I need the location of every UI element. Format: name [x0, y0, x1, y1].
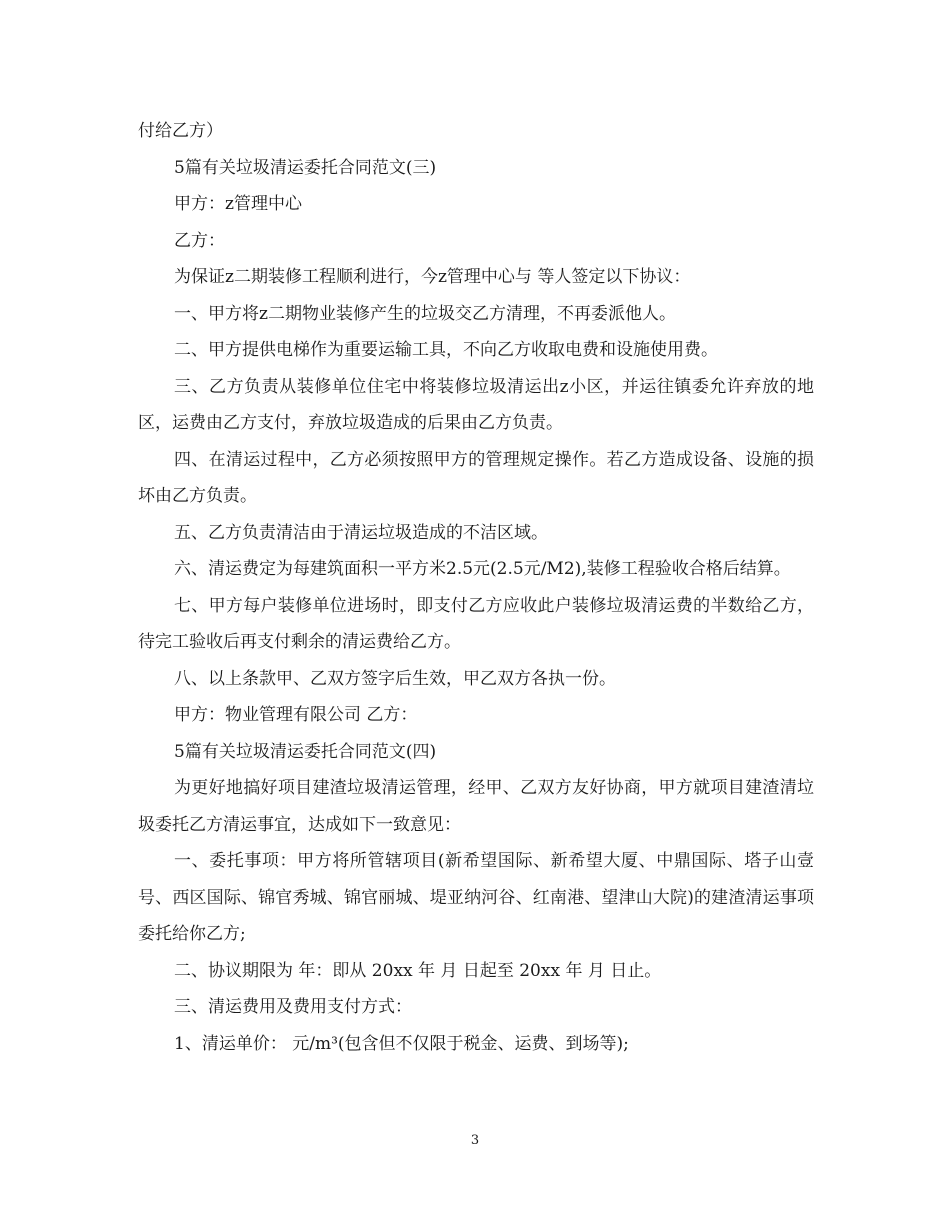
paragraph: 乙方： — [174, 230, 225, 251]
clause: 二、协议期限为 年：即从 20xx 年 月 日起至 20xx 年 月 日止。 — [174, 960, 662, 981]
section-heading: 5篇有关垃圾清运委托合同范文(三) — [174, 157, 437, 178]
clause: 1、清运单价： 元/m³(包含但不仅限于税金、运费、到场等); — [174, 1033, 629, 1054]
clause: 一、委托事项：甲方将所管辖项目(新希望国际、新希望大厦、中鼎国际、塔子山壹号、西区国际、锦官秀城、锦官丽城、堤亚纳河谷、红南港、望津山大院)的建渣清运事项委托给你乙方; — [138, 851, 814, 944]
clause: 三、清运费用及费用支付方式： — [174, 997, 412, 1017]
clause: 七、甲方每户装修单位进场时，即支付乙方应收此户装修垃圾清运费的半数给乙方，待完工验收后再支付剩余的清运费给乙方。 — [138, 595, 814, 652]
paragraph: 为保证z二期装修工程顺利进行，今z管理中心与 等人签定以下协议： — [174, 267, 691, 287]
clause: 八、以上条款甲、乙双方签字后生效，甲乙双方各执一份。 — [174, 668, 616, 689]
clause: 四、在清运过程中，乙方必须按照甲方的管理规定操作。若乙方造成设备、设施的损坏由乙方负责。 — [138, 449, 814, 506]
paragraph: 付给乙方） — [138, 121, 223, 141]
page-number: 3 — [470, 1133, 480, 1148]
clause: 六、清运费定为每建筑面积一平方米2.5元(2.5元/M2),装修工程验收合格后结算。 — [174, 559, 791, 579]
paragraph: 甲方：z管理中心 — [174, 194, 302, 214]
clause: 二、甲方提供电梯作为重要运输工具，不向乙方收取电费和设施使用费。 — [174, 340, 718, 360]
paragraph: 为更好地搞好项目建渣垃圾清运管理，经甲、乙双方友好协商，甲方就项目建渣清垃圾委托乙方清运事宜，达成如下一致意见： — [138, 778, 814, 835]
document-body — [138, 113, 814, 1062]
clause: 一、甲方将z二期物业装修产生的垃圾交乙方清理，不再委派他人。 — [174, 303, 676, 324]
signature-line: 甲方：物业管理有限公司 乙方： — [174, 705, 418, 725]
clause: 五、乙方负责清洁由于清运垃圾造成的不洁区域。 — [174, 522, 548, 543]
section-heading: 5篇有关垃圾清运委托合同范文(四) — [174, 741, 437, 762]
clause: 三、乙方负责从装修单位住宅中将装修垃圾清运出z小区，并运往镇委允许弃放的地区，运费由乙方支付，弃放垃圾造成的后果由乙方负责。 — [138, 376, 814, 433]
